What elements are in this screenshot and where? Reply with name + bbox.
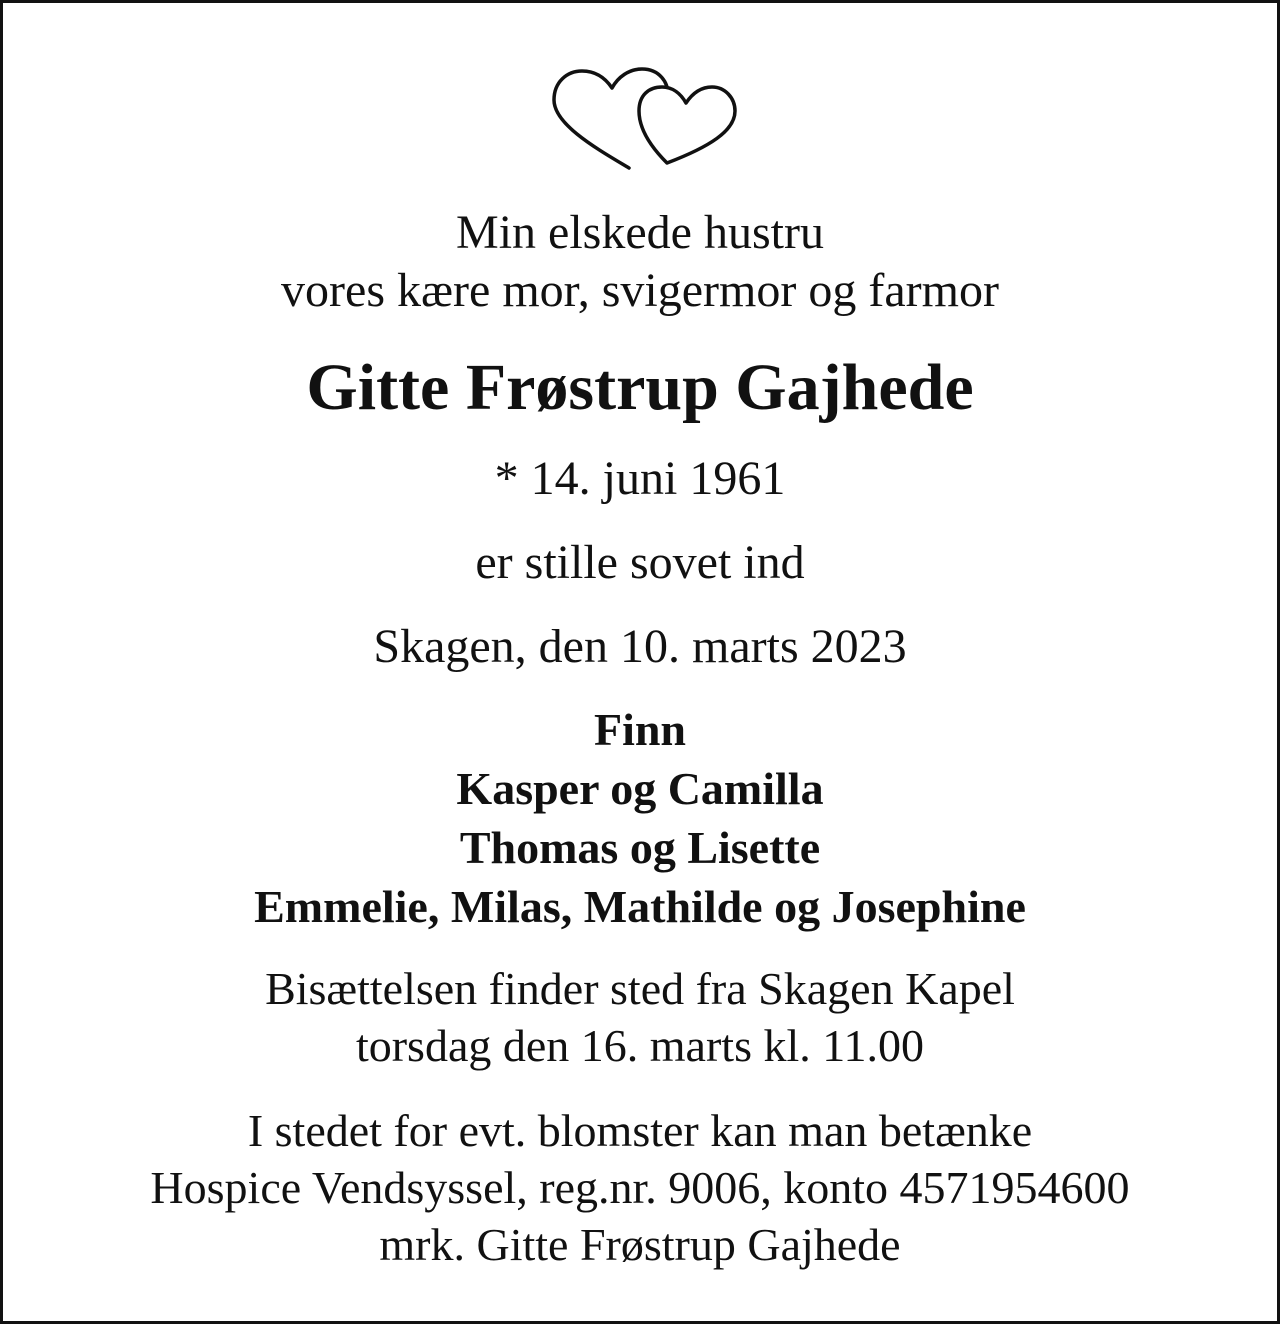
two-hearts-icon (549, 65, 739, 173)
passed-text: er stille sovet ind (475, 536, 805, 589)
family-member-line: Kasper og Camilla (456, 763, 824, 814)
donation-line-2: Hospice Vendsyssel, reg.nr. 9006, konto 4571954600 (150, 1162, 1130, 1213)
service-line-1: Bisættelsen finder sted fra Skagen Kapel (265, 963, 1015, 1014)
birth-date: * 14. juni 1961 (494, 452, 786, 505)
family-member-line: Finn (593, 704, 687, 755)
intro-line-2: vores kære mor, svigermor og farmor (281, 264, 999, 317)
family-member-line: Thomas og Lisette (459, 822, 821, 873)
donation-line-3: mrk. Gitte Frøstrup Gajhede (379, 1219, 901, 1270)
deceased-name: Gitte Frøstrup Gajhede (306, 351, 974, 424)
intro-line-1: Min elskede hustru (456, 206, 824, 259)
place-date: Skagen, den 10. marts 2023 (373, 620, 907, 673)
family-member-line: Emmelie, Milas, Mathilde og Josephine (254, 881, 1026, 932)
service-line-2: torsdag den 16. marts kl. 11.00 (355, 1020, 925, 1071)
donation-line-1: I stedet for evt. blomster kan man betænke (247, 1105, 1033, 1156)
